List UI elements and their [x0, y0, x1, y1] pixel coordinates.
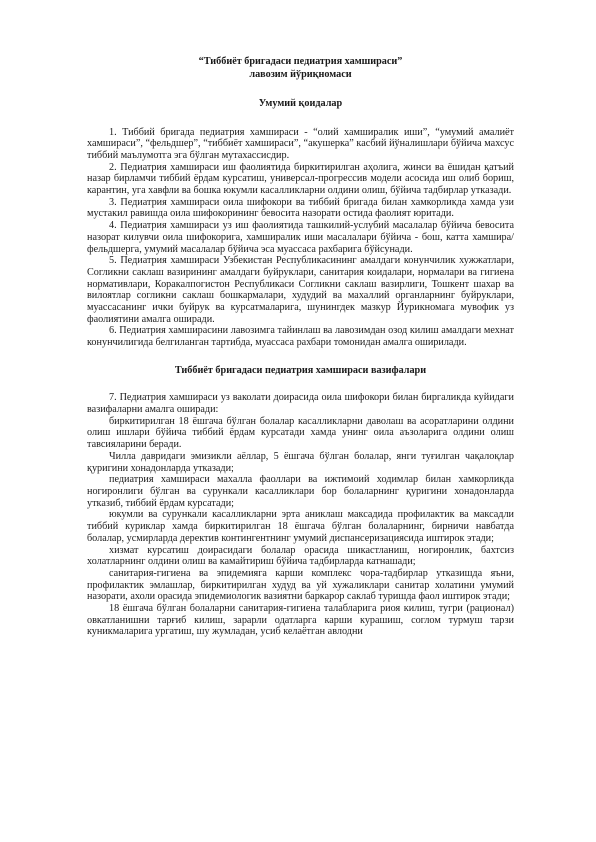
document-title [87, 56, 514, 81]
paragraph: хизмат курсатиш доирасидаги болалар орасида шикастланиш, ногиронлик, бахтсиз холатларнинг олдини олиш ва камайтириш бўйича тадбирларда катнашади; [87, 544, 514, 568]
paragraph: 2. Педиатрия хамшираси иш фаолиятида биркитирилган аҳолига, жинси ва ёшидан қатъий назар бирламчи тиббий ёрдам курсатиш, универсал-прогрессив модели асосида иш олиб бориш, карантин, уга хавфли ва бошка юкумли касалликларни олдини олиш, бўйича тадбирлар утказади. [87, 161, 514, 197]
paragraph: 6. Педиатрия хамширасини лавозимга тайинлаш ва лавозимдан озод килиш амалдаги мехнат конунчилигида белгиланган тартибда, муассаса рахбари томонидан амалга оширилади. [87, 325, 514, 349]
document-title-line-2: лавозим йўриқномаси [249, 68, 352, 80]
section-general-rules [87, 127, 514, 349]
paragraph: 3. Педиатрия хамшираси оила шифокори ва тиббий бригада билан хамкорликда хамда узи мустакил равишда оила шифокорининг бевосита назорати остида фаолият юритади. [87, 196, 514, 220]
section-duties [87, 392, 514, 638]
paragraph: 18 ёшгача бўлган болаларни санитария-гигиена талабларига риоя килиш, тугри (рационал) овкатланишни тарғиб килиш, зарарли одатларга карши курашиш, соглом турмуш тарзи куникмаларига ургатиш, шу жумладан, усиб келаётган авлодни [87, 603, 514, 638]
paragraph: Чилла давридаги эмизикли аёллар, 5 ёшгача бўлган болалар, янги туғилган чақалоқлар қуригини хонадонларда утказади; [87, 450, 514, 474]
document-title-line-1: “Тиббиёт бригадаси педиатрия хамшираси” [198, 56, 403, 67]
paragraph: биркитирилган 18 ёшгача бўлган болалар касалликларни даволаш ва асоратларини олдини олиш ишлари бўйича тиббий ёрдам курсатади хамда унинг оила аъзоларига олдини олиш тавсияларини беради. [87, 415, 514, 451]
section-heading-general-rules: Умумий қоидалар [258, 98, 343, 109]
section-heading-duties: Тиббиёт бригадаси педиатрия хамшираси вазифалари [174, 364, 427, 376]
paragraph: 5. Педиатрия хамшираси Узбекистан Республикасининг амалдаги конунчилик хужжатлари, Согликни саклаш вазирининг амалдаги буйруклари, санитария коидалари, нормалари ва гигиена нормативлари, Коракалпогистон Республикаси Согликни саклаш вазирлиги, Тошкент шахар ва вилоятлар согликни саклаш бошкармалари, худудий ва махаллий органларнинг буйруклари, муассасанинг ички буйрук ва курсатмаларига, шунингдек мазкур Йурикномага мувофик уз фаолиятини амалга оширади. [87, 255, 514, 325]
paragraph: юкумли ва сурункали касалликларни эрта аниклаш максадида профилактик ва максадли тиббий куриклар хамда биркитирилган 18 ёшгача бўлган болаларнинг, бирничи навбатда болалар, усмирларда деректив контингентнинг умумий диспансеризациясида иштирок этади; [87, 509, 514, 544]
paragraph: 1. Тиббий бригада педиатрия хамшираси - “олий хамширалик иши”, “умумий амалиёт хамшираси”, “фельдшер”, “тиббиёт хамшираси”, “акушерка” касбий йўналишлари бўйича махсус тиббий маълумотга эга бўлган мутахассисдир. [87, 126, 514, 161]
paragraph: 7. Педиатрия хамшираси уз ваколати доирасида оила шифокори билан биргаликда куйидаги вазифаларни амалга оширади: [87, 392, 514, 416]
paragraph: 4. Педиатрия хамшираси уз иш фаолиятида ташкилий-услубий масалалар бўйича бевосита назорат килувчи оила шифокорига, хамширалик иши масалалари бўйича - бош, катта хамшира/фельдшерга, умумий масалалар бўйича эса муассаса рахбарига бўйсунади. [87, 220, 514, 255]
paragraph: педиатрия хамшираси махалла фаоллари ва ижтимоий ходимлар билан хамкорликда ногиронлиги бўлган ва сурункали касалликлари бор болаларнинг қуригини хонадонларда утказиб, тиббий ёрдам курсатади; [87, 474, 514, 509]
paragraph: санитария-гигиена ва эпидемияга карши комплекс чора-тадбирлар утказишда яъни, профилактик эмлашлар, биркитирилган худуд ва уй хужаликлари санитар холатини умумий назорати, ахоли орасида эпидемиологик вазиятни баркарор саклаб туришда фаол иштирок этади; [87, 567, 514, 603]
